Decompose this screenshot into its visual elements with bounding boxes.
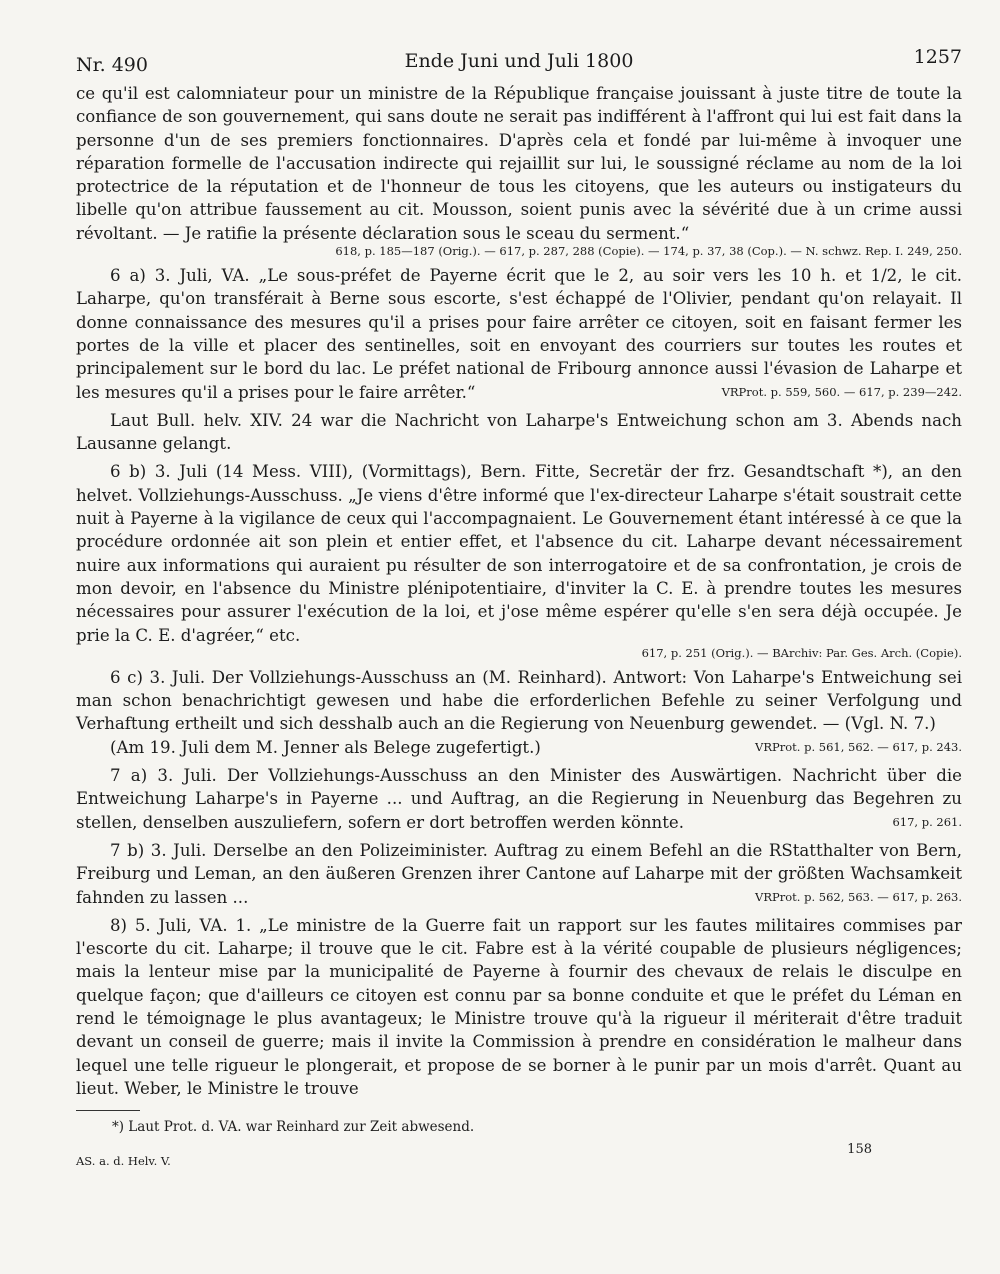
paragraph-text: Laut Bull. helv. XIV. 24 war die Nachricht von Laharpe's Entweichung schon am 3. Abends nach Lausanne gelangt.	[76, 410, 962, 454]
paragraph-6a	[76, 264, 962, 404]
paragraph-declaration	[76, 82, 962, 245]
paragraph-text: 7 a) 3. Juli. Der Vollziehungs-Ausschuss an den Minister des Auswärtigen. Nachricht über die Entweichung Laharpe's in Payerne ... und Auftrag, an die Regierung in Neuenburg das Begehren zu stellen, denselben auszuliefern, sofern er dort betroffen werden könnte.	[76, 766, 962, 832]
paragraph-text: , le cit. Laharpe, qu'on transférait à Berne sous escorte, s'est échappé de l'Olivier, pendant qu'on relayait. Il donne connaissance des mesures qu'il a prises pour faire arrêter ce citoyen, soit en faisant fermer les portes de la ville et placer des sentinelles, soit en envoyant des courriers sur toutes les routes et principalement sur le bord du lac. Le préfet national de Fribourg annonce aussi l'évasion de Laharpe et les mesures qu'il a prises pour le faire arrêter.“	[76, 266, 962, 402]
paragraph-text: ce qu'il est calomniateur pour un ministre de la République française jouissant à juste titre de toute la confiance de son gouvernement, qui sans doute ne serait pas indifférent à l'affront qui lui est fait dans la personne d'un de ses premiers fonctionnaires. D'après cela et fondé par lui-même à invoquer une réparation formelle de l'accusation indirecte qui rejaillit sur lui, le soussigné réclame au nom de la loi protectrice de la réputation et de l'honneur de tous les citoyens, que les auteurs ou instigateurs du libelle qu'on attribue faussement au cit. Mousson, soient punis avec la sévérité due à un crime aussi révoltant. — Je ratifie la présente déclaration sous le sceau du serment.“	[76, 84, 962, 243]
source-citation: 618, p. 185—187 (Orig.). — 617, p. 287, 288 (Copie). — 174, p. 37, 38 (Cop.). — N. schwz. Rep. I. 249, 250.	[335, 244, 962, 259]
paragraph-text: 7 b) 3. Juli. Derselbe an den Polizeiminister. Auftrag zu einem Befehl an die RStatthalter von Bern, Freiburg und Leman, an den äußeren Grenzen ihrer Cantone auf Laharpe mit der größten Wachsamkeit fahnden zu lassen ...	[76, 840, 962, 907]
paragraph-text: 6 b) 3. Juli (14 Mess. VIII), (Vormittags), Bern. Fitte, Secretär der frz. Gesandtschaft *), an den helvet. Vollziehungs-Ausschuss. „Je viens d'être informé que l'ex-directeur Laharpe s'était soustrait cette nuit à Payerne à la vigilance de ceux qui l'accompagnaient. Le Gouvernement étant intéressé à ce que la procédure ordonnée ait son plein et entier effet, et l'absence du cit. Laharpe devant nécessairement nuire aux informations qui auraient pu résulter de son interrogatoire et de sa confrontation, je crois de mon devoir, en l'absence du Ministre plénipotentiaire, d'inviter la C. E. à prendre toutes les mesures nécessaires pour assurer l'exécution de la loi, et j'ose même espérer qu'elle s'en sera déjà occupée. Je prie la C. E. d'agréer,“ etc.	[76, 462, 962, 645]
paragraph-6b	[76, 460, 962, 646]
paragraph-text: 6 a) 3. Juli, VA. „Le sous-préfet de Payerne écrit que le 2, au soir vers les 10 h. et	[110, 266, 871, 286]
source-citation: VRProt. p. 559, 560. — 617, p. 239—242.	[721, 384, 962, 399]
footnote: *) Laut Prot. d. VA. war Reinhard zur Zeit abwesend.	[112, 1119, 475, 1136]
sheet-number: 158	[847, 1142, 872, 1157]
paragraph-text: (Am 19. Juli dem M. Jenner als Belege zugefertigt.)	[110, 737, 541, 757]
document-body	[76, 82, 962, 1137]
footnote-divider	[76, 1110, 140, 1111]
source-citation: VRProt. p. 562, 563. — 617, p. 263.	[755, 889, 962, 904]
header-title: Ende Juni und Juli 1800	[404, 50, 634, 72]
signature-label: AS. a. d. Helv. V.	[76, 1154, 171, 1168]
source-citation: 617, p. 261.	[892, 814, 962, 829]
paragraph-7b	[76, 839, 962, 909]
paragraph-bull-helv	[76, 409, 962, 456]
paragraph-text: 8) 5. Juli, VA. 1. „Le ministre de la Guerre fait un rapport sur les fautes militaires commises par l'escorte du cit. Laharpe; il trouve que le cit. Fabre est à la vérité coupable de plusieurs négligences; mais la lenteur mise par la municipalité de Payerne à fournir des chevaux de relais le disculpe en quelque façon; que d'ailleurs ce citoyen est connu par sa bonne conduite et que le préfet du Léman en rend le témoignage le plus avantageux; le Ministre trouve qu'à la rigueur il mériterait d'être traduit devant un conseil de guerre; mais il invite la Commission à prendre en considération le malheur dans lequel une telle rigueur le plongerait, et propose de se borner à le punir par un mois d'arrêt. Quant au lieut. Weber, le Ministre le trouve	[76, 915, 962, 1098]
source-citation: VRProt. p. 561, 562. — 617, p. 243.	[755, 739, 962, 754]
paragraph-7a	[76, 764, 962, 834]
page-number: 1257	[913, 46, 962, 68]
fraction: 1/2	[870, 266, 898, 286]
running-header	[76, 44, 962, 82]
paragraph-text: 6 c) 3. Juli. Der Vollziehungs-Ausschuss an (M. Reinhard). Antwort: Von Laharpe's Entweichung sei man schon benachrichtigt gewesen und habe die erforderlichen Befehle zu seiner Verfolgung und Verhaftung ertheilt und sich desshalb auch an die Regierung von Neuenburg gewendet. — (Vgl. N. 7.)	[76, 667, 962, 734]
source-citation: 617, p. 251 (Orig.). — BArchiv: Par. Ges. Arch. (Copie).	[641, 645, 962, 660]
paragraph-8	[76, 914, 962, 1100]
sheet-signature	[76, 1142, 962, 1168]
document-number: Nr. 490	[76, 54, 148, 76]
